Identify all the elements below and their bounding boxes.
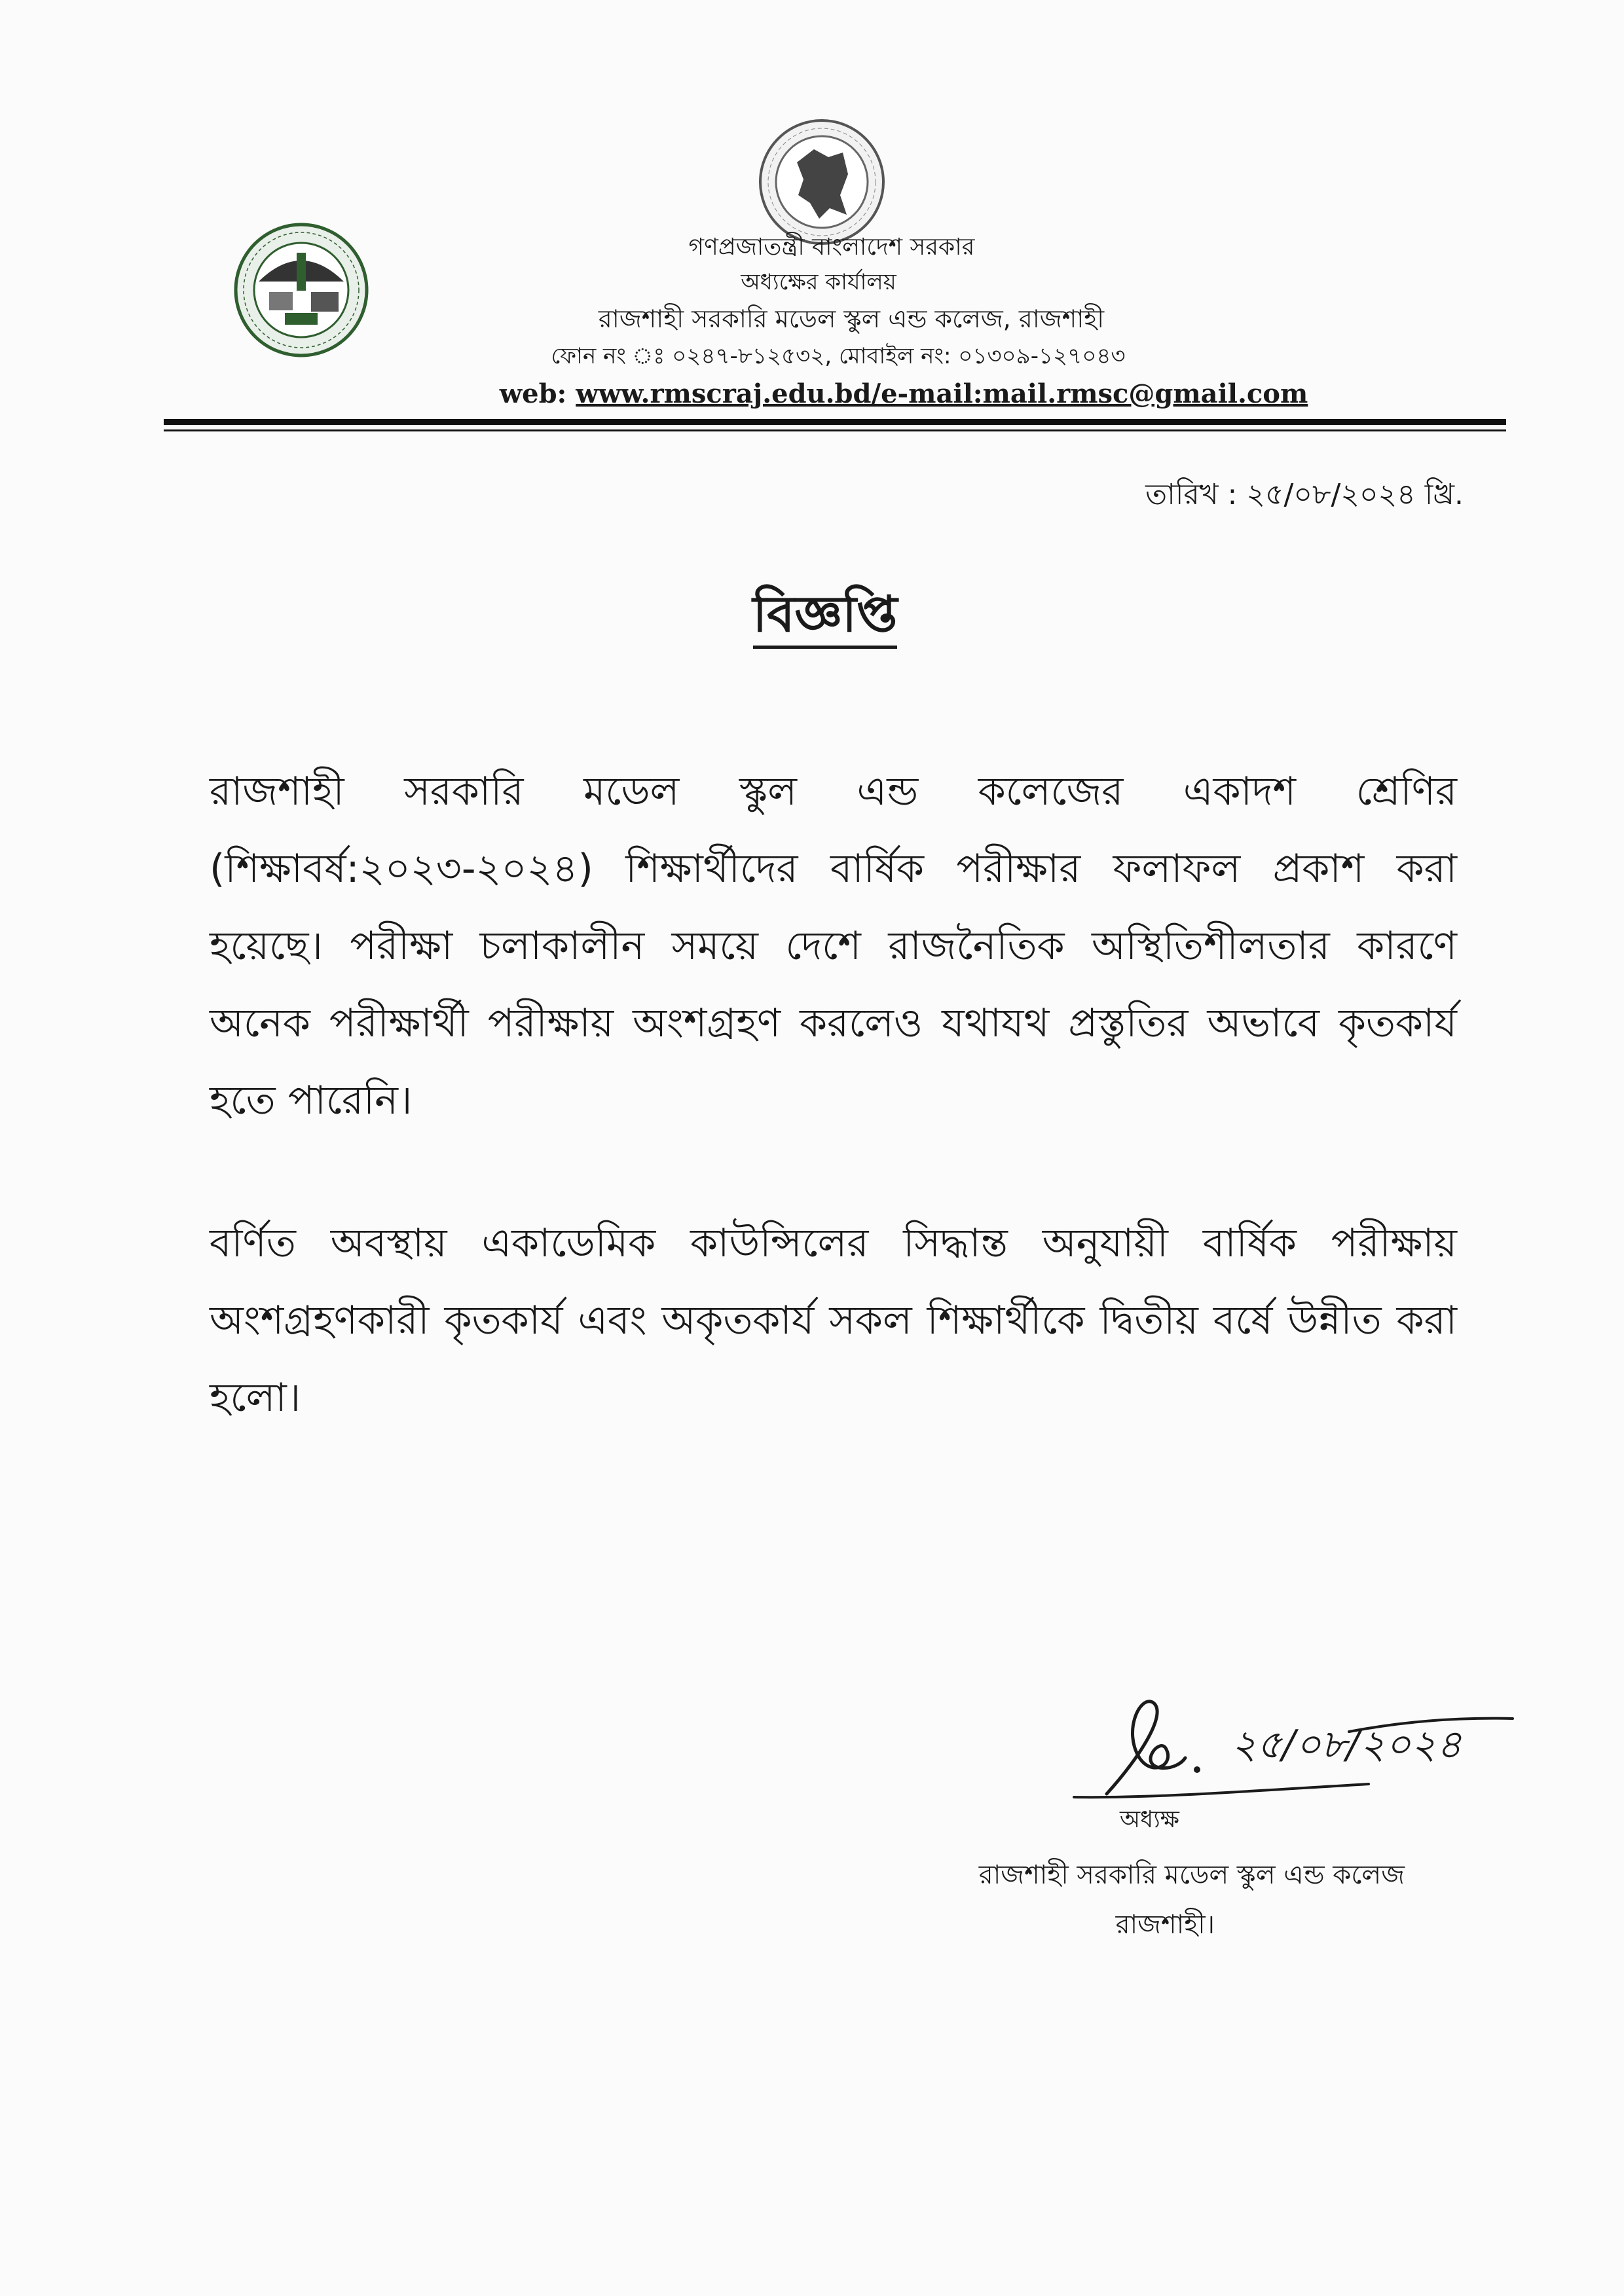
web-email-link[interactable]: www.rmscraj.edu.bd/e-mail:mail.rmsc@gmail.com: [576, 378, 1308, 409]
letterhead-school: রাজশাহী সরকারি মডেল স্কুল এন্ড কলেজ, রাজশাহী: [598, 304, 1105, 333]
letterhead-government: গণপ্রজাতন্ত্রী বাংলাদেশ সরকার: [688, 234, 975, 261]
letterhead-phone: ফোন নং ঃ ০২৪৭-৮১২৫৩২, মোবাইল নং: ০১৩০৯-১২৭০৪৩: [551, 343, 1126, 369]
notice-paragraph-1: রাজশাহী সরকারি মডেল স্কুল এন্ড কলেজের একাদশ শ্রেণির (শিক্ষাবর্ষ:২০২৩-২০২৪) শিক্ষার্থীদের বার্ষিক পরীক্ষার ফলাফল প্রকাশ করা হয়েছে। পরীক্ষা চলাকালীন সময়ে দেশে রাজনৈতিক অস্থিতিশীলতার কারণে অনেক পরীক্ষার্থী পরীক্ষায় অংশগ্রহণ করলেও যথাযথ প্রস্তুতির অভাবে কৃতকার্য হতে পারেনি।: [210, 769, 1457, 1123]
signatory-school: রাজশাহী সরকারি মডেল স্কুল এন্ড কলেজ: [978, 1860, 1405, 1890]
notice-title-text: বিজ্ঞপ্তি: [753, 585, 898, 649]
bangladesh-government-seal-icon: [756, 117, 887, 247]
handwritten-date: ২৫/০৮/২০২৪: [1231, 1722, 1462, 1768]
notice-paragraph-2: বর্ণিত অবস্থায় একাডেমিক কাউন্সিলের সিদ্ধান্ত অনুযায়ী বার্ষিক পরীক্ষায় অংশগ্রহণকারী কৃতকার্য এবং অকৃতকার্য সকল শিক্ষার্থীকে দ্বিতীয় বর্ষে উন্নীত করা হলো।: [210, 1220, 1457, 1421]
letterhead-divider-thin: [164, 429, 1506, 431]
letterhead-office: অধ্যক্ষের কার্যালয়: [741, 269, 896, 295]
handwritten-signature: [1061, 1686, 1519, 1817]
signatory-title: অধ্যক্ষ: [1120, 1806, 1179, 1833]
notice-date: তারিখ : ২৫/০৮/২০২৪ খ্রি.: [1145, 478, 1464, 511]
notice-title: [13, 576, 1624, 659]
letterhead-web: [92, 378, 1624, 409]
web-label: web:: [499, 378, 567, 409]
signatory-city: রাজশাহী।: [1115, 1910, 1215, 1940]
letterhead-divider-thick: [164, 419, 1506, 425]
